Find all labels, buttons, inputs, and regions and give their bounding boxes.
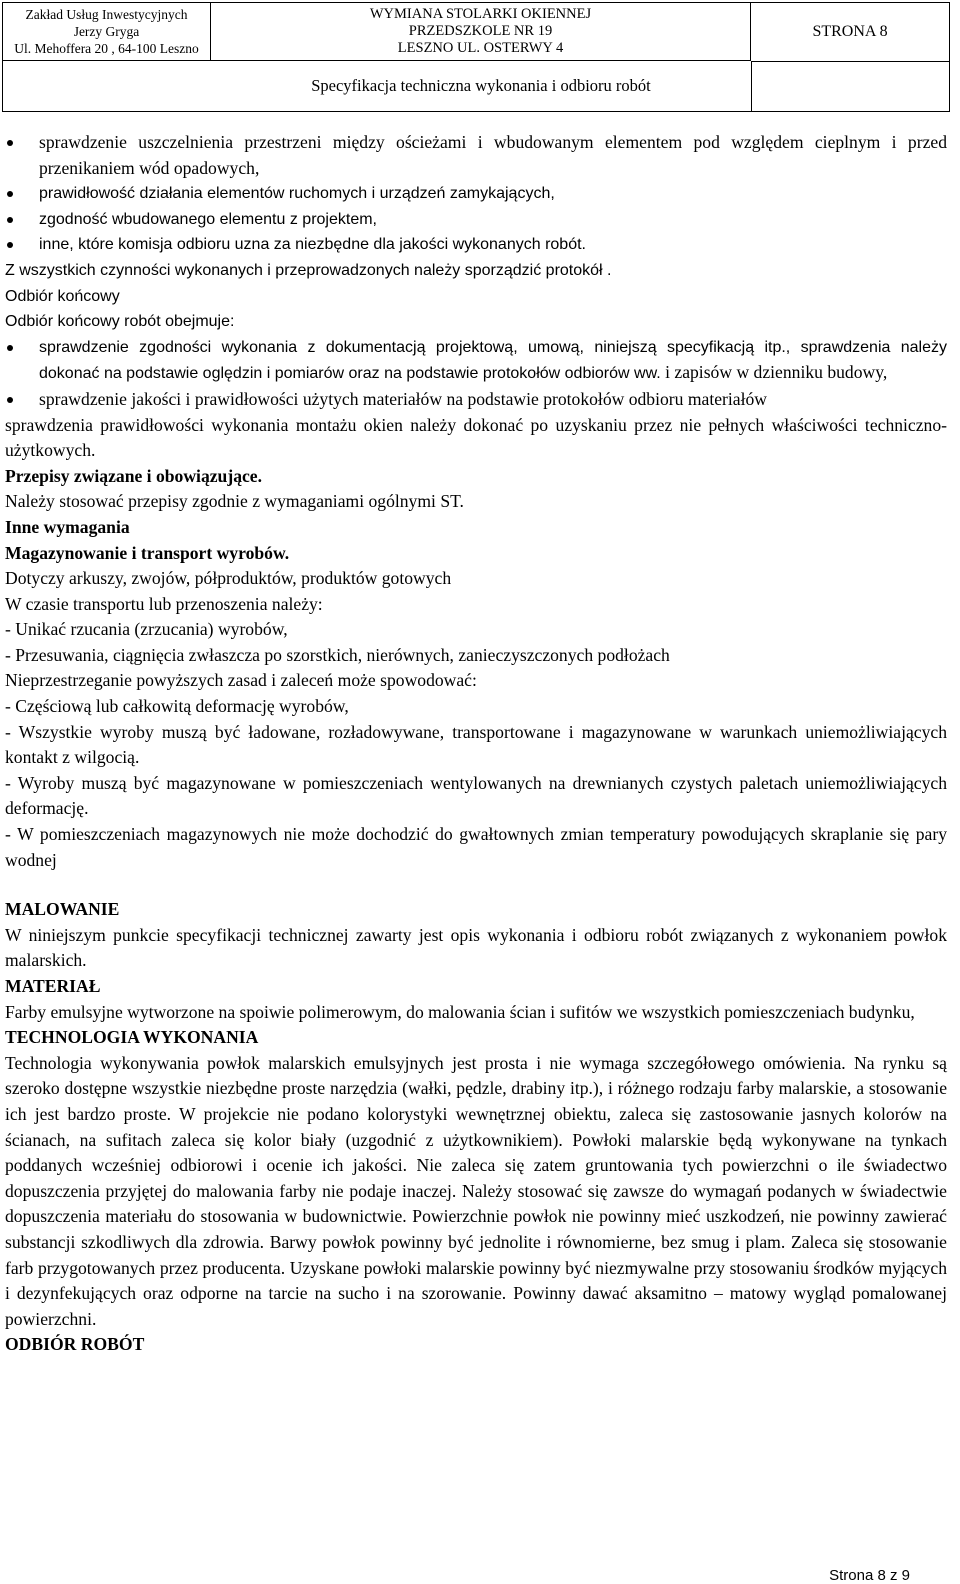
storage-paragraph: - Wyroby muszą być magazynowane w pomieszczeniach wentylowanych na drewnianych czystych paletach uniemożliwiających deformację. <box>5 772 947 819</box>
storage-line: Dotyczy arkuszy, zwojów, półproduktów, produktów gotowych <box>5 568 452 589</box>
list-item: sprawdzenie uszczelnienia przestrzeni między ościeżami i wbudowanym elementem pod względem cieplnym i przed przenikaniem wód opadowych, <box>5 130 947 181</box>
storage-heading: Magazynowanie i transport wyrobów. <box>5 542 290 563</box>
technology-heading: TECHNOLOGIA WYKONANIA <box>5 1027 259 1048</box>
company-info <box>3 3 211 61</box>
final-acceptance-list <box>5 335 947 413</box>
final-acceptance-intro: Odbiór końcowy robót obejmuje: <box>5 313 235 331</box>
regulations-heading: Przepisy związane i obowiązujące. <box>5 465 263 486</box>
list-item <box>5 335 947 387</box>
check-text: sprawdzenia prawidłowości wykonania montażu okien należy dokonać po uzyskaniu przez nie pełnych właściwości techniczno-użytkowych. <box>5 414 947 461</box>
list-item: inne, które komisja odbioru uzna za niezbędne dla jakości wykonanych robót. <box>5 232 947 258</box>
check-list <box>5 130 947 258</box>
section-gap <box>5 873 947 897</box>
regulations-text: Należy stosować przepisy zgodnie z wymaganiami ogólnymi ST. <box>5 491 464 512</box>
storage-paragraph: - Wszystkie wyroby muszą być ładowane, rozładowywane, transportowane i magazynowane w warunkach uniemożliwiających kontakt z wilgocią. <box>5 721 947 768</box>
header-spec-title: Specyfikacja techniczna wykonania i odbioru robót <box>211 61 752 111</box>
header-page-number: STRONA 8 <box>751 3 949 62</box>
list-item: prawidłowość działania elementów ruchomych i urządzeń zamykających, <box>5 181 947 207</box>
company-owner: Jerzy Gryga <box>73 24 140 39</box>
page-footer: Strona 8 z 9 <box>829 1567 910 1584</box>
material-heading: MATERIAŁ <box>5 976 101 996</box>
company-address: Ul. Mehoffera 20 , 64-100 Leszno <box>14 41 199 56</box>
document-body <box>5 130 947 1358</box>
painting-text: W niniejszym punkcie specyfikacji technicznej zawarty jest opis wykonania i odbioru robót związanych z wykonaniem powłok malarskich. <box>5 924 947 971</box>
project-location: LESZNO UL. OSTERWY 4 <box>397 40 564 56</box>
receipt-heading: ODBIÓR ROBÓT <box>5 1334 145 1355</box>
technology-text: Technologia wykonywania powłok malarskich emulsyjnych jest prosta i nie wymaga szczegółowego omówienia. Na rynku są szeroko dostępne wszystkie niezbędne proste narzędzia (wałki, pędzle, drabiny itp.), i różnego rodzaju farby malarskie, a stosowanie ich jest bardzo proste. W projekcie nie podano kolorystyki wewnętrznej obiektu, zaleca się zastosowanie jasnych kolorów na ścianach, na sufitach zaleca się kolor biały (uzgodnić z użytkownikiem). Powłoki malarskie będą wykonywane na tynkach poddanych wcześniej odbiorowi i ocenie ich jakości. Nie zaleca się zatem gruntowania tych powierzchni o ile świadectwo dopuszczenia przyjętej do malowania farby nie podaje inaczej. Należy stosować się zawsze do wymagań podanych w świadectwie dopuszczenia materiału do stosowania w budownictwie. Powierzchnie powłok nie powinny mieć uszkodzeń, nie powinny zawierać substancji szkodliwych dla zdrowia. Barwy powłok powinny być jednolite i równomierne, bez smug i plam. Zaleca się stosowanie farb przygotowanych przez producenta. Uzyskane powłoki malarskie powinny być niezmywalne przy stosowaniu środków myjących i dezynfekujących oraz odporne na tarcie na sucho i na szorowanie. Powinny dawać aksamitno – matowy wygląd pomalowanej powierzchni. <box>5 1052 947 1329</box>
storage-line: - Przesuwania, ciągnięcia zwłaszcza po szorstkich, nierównych, zanieczyszczonych podłożach <box>5 644 670 665</box>
list-item-text: sprawdzenie zgodności wykonania z dokumentacją projektową, umową, niniejszą specyfikacją itp., sprawdzenia należy dokonać na podstawie oględzin i pomiarów oraz na podstawie protokołów odbiorów ww. <box>39 338 947 383</box>
list-item-tail: i zapisów w dzienniku budowy, <box>660 362 888 383</box>
final-acceptance-heading: Odbiór końcowy <box>5 287 120 305</box>
storage-paragraph: - W pomieszczeniach magazynowych nie może dochodzić do gwałtownych zmian temperatury powodujących skraplanie się pary wodnej <box>5 824 947 870</box>
document-header <box>2 2 950 112</box>
protocol-note: Z wszystkich czynności wykonanych i przeprowadzonych należy sporządzić protokół . <box>5 261 612 279</box>
storage-line: - Częściową lub całkowitą deformację wyrobów, <box>5 696 349 717</box>
project-object: PRZEDSZKOLE NR 19 <box>408 23 553 39</box>
other-requirements-heading: Inne wymagania <box>5 516 130 537</box>
storage-line: - Unikać rzucania (zrzucania) wyrobów, <box>5 619 288 640</box>
material-text: Farby emulsyjne wytworzone na spoiwie polimerowym, do malowania ścian i sufitów we wszystkich pomieszczeniach budynku, <box>5 1001 915 1022</box>
list-item: zgodność wbudowanego elementu z projektem, <box>5 207 947 233</box>
project-info <box>211 3 751 61</box>
company-name: Zakład Usług Inwestycyjnych <box>25 7 188 22</box>
storage-line: Nieprzestrzeganie powyższych zasad i zaleceń może spowodować: <box>5 670 477 691</box>
painting-heading: MALOWANIE <box>5 899 120 920</box>
list-item: sprawdzenie jakości i prawidłowości użytych materiałów na podstawie protokołów odbioru materiałów <box>5 387 947 413</box>
project-title: WYMIANA STOLARKI OKIENNEJ <box>369 6 592 22</box>
storage-line: W czasie transportu lub przenoszenia należy: <box>5 593 323 614</box>
